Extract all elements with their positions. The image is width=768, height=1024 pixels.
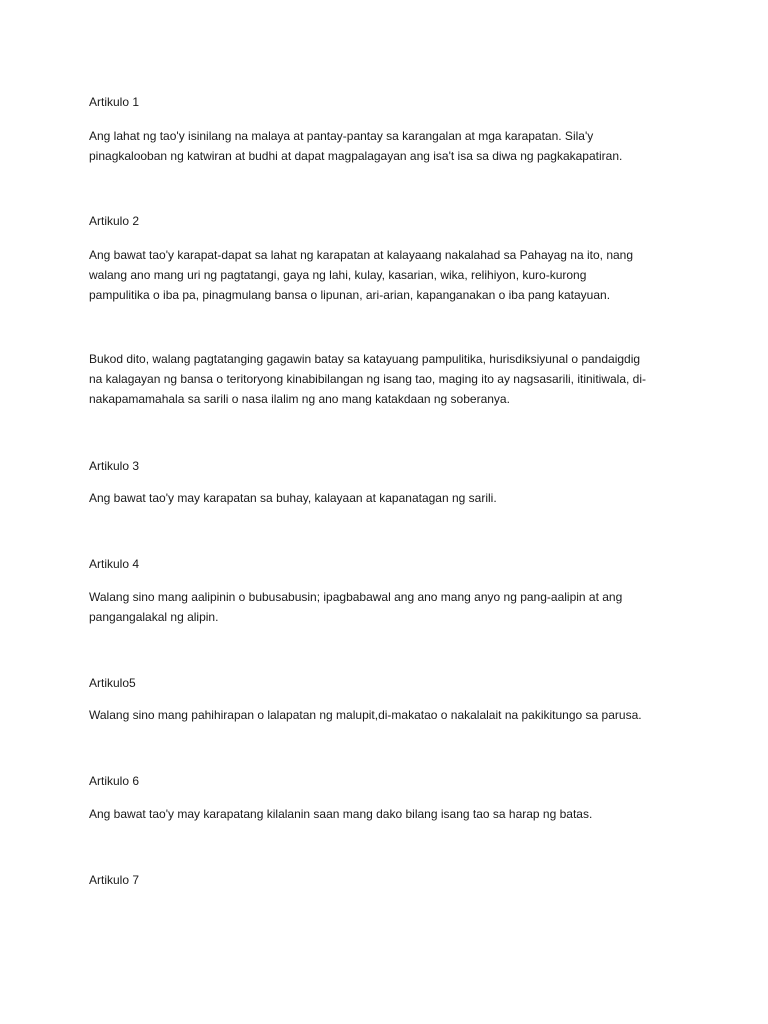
heading-artikulo-3: Artikulo 3 [89, 459, 140, 473]
paragraph-artikulo-5 [89, 705, 689, 725]
heading-artikulo-2: Artikulo 2 [89, 214, 140, 228]
paragraph-artikulo-2-continued [89, 349, 689, 409]
paragraph-line: nakapamamahala sa sarili o nasa ilalim ng ano mang katakdaan ng soberanya. [89, 392, 510, 406]
paragraph-line: Walang sino mang pahihirapan o lalapatan ng malupit,di-makatao o nakalalait na pakikitungo sa parusa. [89, 708, 642, 722]
heading-artikulo-6: Artikulo 6 [89, 774, 140, 788]
paragraph-line: Walang sino mang aalipinin o bubusabusin; ipagbabawal ang ano mang anyo ng pang-aalipin at ang [89, 590, 623, 604]
paragraph-line: Ang bawat tao'y may karapatang kilalanin saan mang dako bilang isang tao sa harap ng batas. [89, 807, 593, 821]
paragraph-artikulo-1 [89, 126, 689, 166]
heading-artikulo-1: Artikulo 1 [89, 95, 140, 109]
heading-artikulo-7: Artikulo 7 [89, 873, 140, 887]
heading-artikulo-4: Artikulo 4 [89, 557, 140, 571]
paragraph-artikulo-6 [89, 804, 689, 824]
paragraph-artikulo-4 [89, 587, 689, 627]
paragraph-artikulo-3 [89, 488, 689, 508]
paragraph-line: pinagkalooban ng katwiran at budhi at dapat magpalagayan ang isa't isa sa diwa ng pagkakapatiran. [89, 149, 623, 163]
paragraph-line: pampulitika o iba pa, pinagmulang bansa o lipunan, ari-arian, kapanganakan o iba pang katayuan. [89, 288, 611, 302]
paragraph-line: Ang lahat ng tao'y isinilang na malaya at pantay-pantay sa karangalan at mga karapatan. Sila'y [89, 129, 594, 143]
paragraph-artikulo-2 [89, 245, 689, 305]
heading-artikulo-5: Artikulo5 [89, 676, 136, 690]
paragraph-line: na kalagayan ng bansa o teritoryong kinabibilangan ng isang tao, maging ito ay nagsasarili, itinitiwala, di- [89, 372, 647, 386]
paragraph-line: Ang bawat tao'y karapat-dapat sa lahat ng karapatan at kalayaang nakalahad sa Pahayag na ito, nang [89, 248, 634, 262]
paragraph-line: Bukod dito, walang pagtatanging gagawin batay sa katayuang pampulitika, hurisdiksiyunal o pandaigdig [89, 352, 641, 366]
paragraph-line: walang ano mang uri ng pagtatangi, gaya ng lahi, kulay, kasarian, wika, relihiyon, kuro-kurong [89, 268, 587, 282]
paragraph-line: Ang bawat tao'y may karapatan sa buhay, kalayaan at kapanatagan ng sarili. [89, 491, 497, 505]
paragraph-line: pangangalakal ng alipin. [89, 610, 219, 624]
